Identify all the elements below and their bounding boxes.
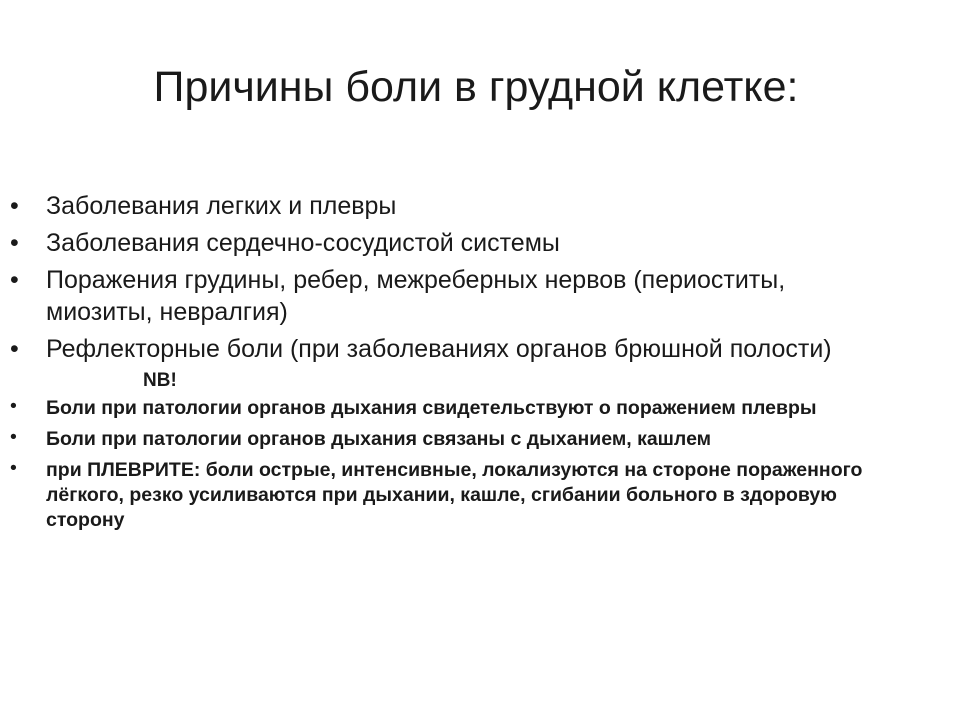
slide-title: Причины боли в грудной клетке:	[153, 63, 799, 111]
list-item	[10, 227, 890, 259]
note-item-text: Боли при патологии органов дыхания свидетельствуют о поражением плевры	[46, 397, 817, 419]
note-item	[10, 427, 890, 452]
note-item-text: при ПЛЕВРИТЕ: боли острые, интенсивные, локализуются на стороне пораженного лёгкого, резко усиливаются при дыхании, кашле, сгибании больного в здоровую сторону	[46, 459, 863, 531]
list-item-text: Рефлекторные боли (при заболеваниях органов брюшной полости)	[46, 335, 832, 363]
list-item-text: Поражения грудины, ребер, межреберных нервов (периоститы, миозиты, невралгия)	[46, 266, 786, 326]
nb-label: NB!	[143, 370, 177, 391]
bullet-icon: •	[10, 266, 19, 294]
bullet-list	[10, 190, 890, 539]
list-item	[10, 264, 890, 328]
note-item-text: Боли при патологии органов дыхания связаны с дыханием, кашлем	[46, 428, 712, 450]
list-item	[10, 190, 890, 222]
bullet-icon: •	[10, 395, 17, 417]
bullet-icon: •	[10, 229, 19, 257]
list-item-text: Заболевания легких и плевры	[46, 192, 397, 220]
list-item	[10, 333, 890, 365]
note-item	[10, 396, 890, 421]
list-item-text: Заболевания сердечно-сосудистой системы	[46, 229, 560, 257]
bullet-icon: •	[10, 192, 19, 220]
note-item	[10, 458, 890, 533]
bullet-icon: •	[10, 335, 19, 363]
bullet-icon: •	[10, 457, 17, 479]
bullet-icon: •	[10, 426, 17, 448]
